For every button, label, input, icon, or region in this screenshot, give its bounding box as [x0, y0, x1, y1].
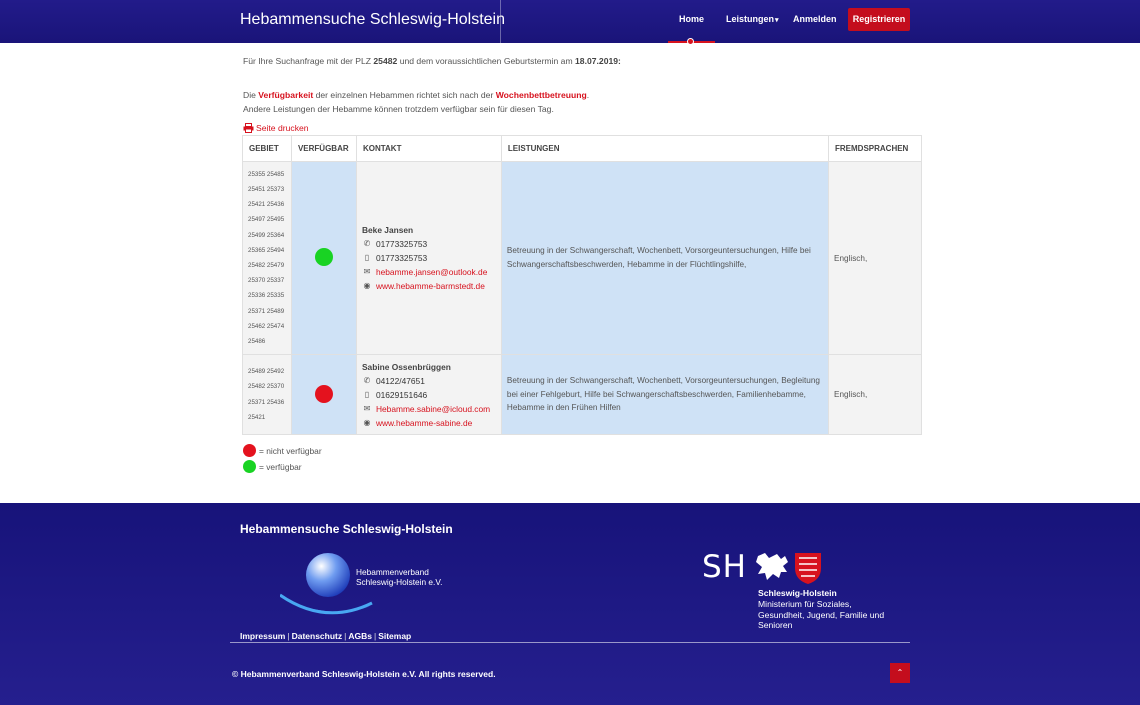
plz-pair: 25451 25373 [248, 185, 285, 193]
availability-notice [243, 90, 589, 100]
plz-pair: 25371 25489 [248, 307, 285, 315]
red-dot-icon [243, 444, 256, 457]
cell-verfuegbar [291, 162, 356, 355]
nav-leistungen-label: Leistungen [726, 14, 775, 24]
contact-email-line [362, 402, 496, 416]
contact-mobile: 01629151646 [375, 389, 428, 400]
table-header-row [243, 136, 922, 162]
cell-gebiet [243, 162, 292, 355]
col-header-leistungen: LEISTUNGEN [501, 136, 828, 162]
plz-pair: 25355 25485 [248, 170, 285, 178]
notice-die: Die [243, 90, 256, 100]
phone-icon: ✆ [363, 375, 371, 385]
printer-icon [243, 123, 254, 133]
print-page-label: Seite drucken [256, 123, 309, 133]
cell-gebiet [243, 355, 292, 435]
midwife-name: Beke Jansen [361, 225, 414, 235]
contact-website-line [362, 416, 496, 430]
footer-link-sitemap[interactable]: Sitemap [378, 631, 412, 641]
cell-fremdsprachen: Englisch, [829, 162, 922, 355]
midwife-name: Sabine Ossenbrüggen [361, 361, 451, 372]
notice-mid: der einzelnen Hebammen richtet sich nach der [315, 90, 494, 100]
sh-state-name: Schleswig-Holstein [758, 588, 837, 598]
globe-icon: ◉ [363, 417, 371, 427]
plz-pair: 25482 25370 [248, 383, 285, 391]
cell-kontakt [356, 355, 501, 435]
footer-link-impressum[interactable]: Impressum [240, 631, 286, 641]
brand-divider [500, 0, 501, 43]
register-button[interactable]: Registrieren [848, 8, 910, 31]
notice-verfuegbarkeit: Verfügbarkeit [258, 90, 314, 100]
contact-website[interactable]: www.hebamme-sabine.de [375, 417, 473, 428]
unavailable-status-dot [315, 385, 333, 403]
mobile-icon: ▯ [364, 253, 370, 262]
footer-divider [230, 642, 910, 643]
nav-home[interactable]: Home [679, 14, 705, 24]
search-info [243, 56, 621, 66]
plz-pair: 25371 25436 [248, 398, 285, 406]
hebammenverband-logo-text [356, 567, 442, 587]
cell-fremdsprachen: Englisch, [829, 355, 922, 435]
brand-title[interactable]: Hebammensuche Schleswig-Holstein [240, 11, 506, 28]
copyright-text: © Hebammenverband Schleswig-Holstein e.V. All rights reserved. [232, 669, 496, 679]
nav-leistungen-dropdown[interactable] [726, 14, 779, 24]
cell-verfuegbar [291, 355, 356, 435]
cell-leistungen: Betreuung in der Schwangerschaft, Wochenbett, Vorsorgeuntersuchungen, Begleitung bei einer Fehlgeburt, Hilfe bei Schwangerschaftsbeschwerden, Familienhebamme, Hebamme in den Frühen Hilfen [501, 355, 828, 435]
col-header-verfuegbar: VERFÜGBAR [291, 136, 356, 162]
contact-phone: 04122/47651 [375, 375, 425, 386]
results-table [242, 135, 922, 435]
footer-link-datenschutz[interactable]: Datenschutz [291, 631, 343, 641]
legend-not-available [243, 444, 322, 457]
search-info-suffix: : [618, 56, 621, 66]
contact-email[interactable]: hebamme.jansen@outlook.de [375, 267, 488, 277]
contact-email-line [362, 265, 496, 279]
contact-phone: 01773325753 [375, 239, 428, 249]
plz-pair: 25370 25337 [248, 277, 285, 285]
plz-pair: 25421 [248, 413, 266, 421]
plz-pair: 25499 25364 [248, 231, 285, 239]
plz-pair: 25497 25495 [248, 216, 285, 224]
hv-logo-line2: Schleswig-Holstein e.V. [356, 577, 443, 587]
contact-mobile-line [362, 251, 496, 265]
top-navbar [0, 0, 1140, 43]
search-info-prefix: Für Ihre Suchanfrage mit der PLZ [243, 56, 372, 66]
footer-link-separator: | [344, 631, 347, 641]
col-header-kontakt: KONTAKT [356, 136, 501, 162]
col-header-fremdsprachen: FREMDSPRACHEN [829, 136, 922, 162]
nav-anmelden[interactable]: Anmelden [793, 14, 837, 24]
print-page-link[interactable] [243, 123, 309, 133]
contact-phone-line [362, 374, 496, 388]
envelope-icon: ✉ [363, 267, 371, 276]
footer-link-separator: | [287, 631, 290, 641]
cell-kontakt [356, 162, 501, 355]
plz-pair: 25365 25494 [248, 246, 285, 254]
legend-available [243, 460, 302, 473]
footer-links [240, 631, 411, 641]
notice-dot: . [586, 90, 590, 100]
cell-leistungen: Betreuung in der Schwangerschaft, Wochenbett, Vorsorgeuntersuchungen, Hilfe bei Schwangerschaftsbeschwerden, Hebamme in der Flüchtlingshilfe, [501, 162, 828, 355]
table-row [243, 355, 922, 435]
plz-pair: 25462 25474 [248, 322, 285, 330]
contact-mobile-line [362, 388, 496, 402]
phone-icon: ✆ [363, 239, 371, 248]
col-header-gebiet: GEBIET [243, 136, 292, 162]
nav-active-dot [687, 38, 694, 45]
plz-pair: 25336 25335 [248, 292, 285, 300]
plz-pair: 25421 25436 [248, 201, 285, 209]
footer-link-separator: | [373, 631, 377, 641]
sh-ministry-name: Ministerium für Soziales, Gesundheit, Jugend, Familie und Senioren [758, 599, 885, 630]
contact-website[interactable]: www.hebamme-barmstedt.de [375, 281, 485, 291]
available-status-dot [315, 248, 333, 266]
scroll-to-top-button[interactable] [890, 663, 910, 683]
search-plz: 25482 [373, 56, 398, 66]
plz-pair: 25486 [248, 338, 266, 346]
sh-coat-of-arms-icon [755, 550, 825, 586]
footer-link-agbs[interactable]: AGBs [348, 631, 372, 641]
plz-pair: 25489 25492 [248, 368, 285, 376]
plz-pair: 25482 25479 [248, 262, 285, 269]
sh-logo-letters: SH [702, 549, 747, 585]
hv-logo-line1: Hebammenverband [356, 567, 429, 577]
contact-phone-line [362, 237, 496, 251]
caret-down-icon: ▾ [775, 17, 779, 24]
contact-website-line [362, 279, 496, 293]
footer-title: Hebammensuche Schleswig-Holstein [240, 522, 453, 536]
notice-wochenbett: Wochenbettbetreuung [495, 90, 587, 100]
table-row [243, 162, 922, 355]
availability-notice-line2: Andere Leistungen der Hebamme können trotzdem verfügbar sein für diesen Tag. [243, 104, 554, 114]
globe-icon: ◉ [363, 281, 371, 290]
envelope-icon: ✉ [363, 403, 371, 413]
contact-mobile: 01773325753 [375, 253, 428, 263]
green-dot-icon [243, 460, 256, 473]
chevron-up-icon: ⌃ [896, 668, 904, 677]
mobile-icon: ▯ [364, 389, 370, 399]
legend-not-available-label: = nicht verfügbar [259, 445, 322, 456]
search-date: 18.07.2019 [575, 56, 619, 66]
contact-email[interactable]: Hebamme.sabine@icloud.com [375, 403, 491, 414]
search-info-middle: und dem voraussichtlichen Geburtstermin am [399, 56, 573, 66]
footer [0, 503, 1140, 705]
legend-available-label: = verfügbar [259, 461, 302, 472]
